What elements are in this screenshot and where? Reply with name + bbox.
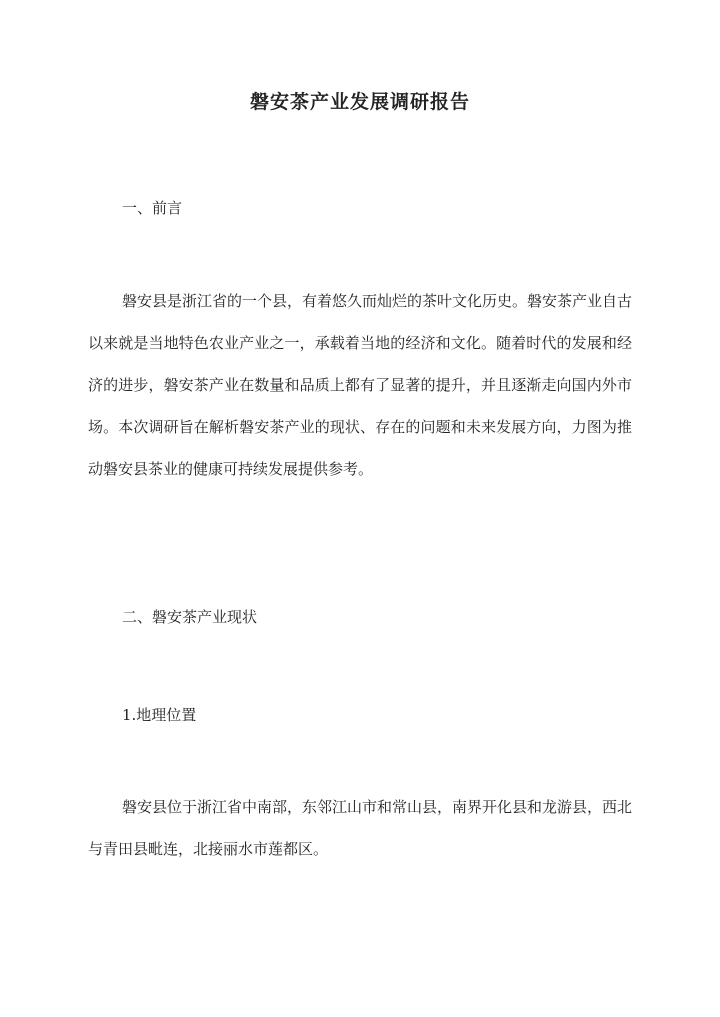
section-heading-preface: 一、前言 <box>122 199 183 217</box>
document-title: 磐安茶产业发展调研报告 <box>249 91 470 113</box>
paragraph-geography: 磐安县位于浙江省中南部，东邻江山市和常山县，南界开化县和龙游县，西北与青田县毗连，北接丽水市莲都区。 <box>88 798 633 858</box>
paragraph-preface: 磐安县是浙江省的一个县，有着悠久而灿烂的茶叶文化历史。磐安茶产业自古以来就是当地特色农业产业之一，承载着当地的经济和文化。随着时代的发展和经济的进步，磐安茶产业在数量和品质上都有了显著的提升，并且逐渐走向国内外市场。本次调研旨在解析磐安茶产业的现状、存在的问题和未来发展方向，力图为推动磐安县茶业的健康可持续发展提供参考。 <box>88 292 633 478</box>
subsection-heading-geography: 1.地理位置 <box>122 706 197 724</box>
section-heading-industry-status: 二、磐安茶产业现状 <box>122 608 258 626</box>
